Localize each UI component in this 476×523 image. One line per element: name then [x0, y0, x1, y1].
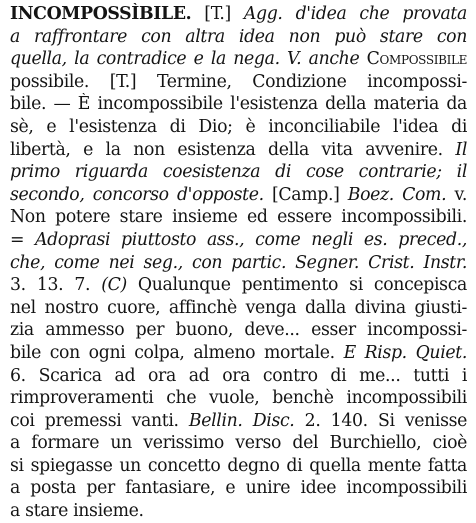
entry-text: sè, e l'esistenza di Dio; è inconciliabile l'idea di — [10, 116, 467, 137]
entry-italic-text: Boez. Com. — [347, 184, 447, 205]
entry-text: 3. 13. 7. — [10, 275, 102, 296]
entry-text: 2. 140. Si venisse — [294, 410, 467, 431]
entry-text: bile. — È incompossibile l'esistenza della materia da — [10, 94, 467, 115]
entry-text: bile con ogni colpa, almeno mortale. — [10, 342, 344, 363]
entry-italic-text: Adoprasi piuttosto ass., come negli es. preced., — [35, 229, 467, 250]
entry-line — [10, 48, 467, 71]
entry-italic-text: Bellin. Disc. — [188, 410, 295, 431]
entry-italic-text: che, come nei seg., con partic. Segner. Crist. Instr. — [10, 252, 467, 273]
entry-line — [10, 252, 467, 275]
entry-text: = — [10, 229, 35, 250]
entry-line — [10, 229, 467, 252]
entry-text: rimproveramenti che vuole, benchè incompossibili — [10, 388, 467, 409]
entry-italic-text: primo riguarda coesistenza di cose contrarie; il — [10, 162, 467, 183]
entry-line — [10, 342, 467, 365]
entry-line — [10, 161, 467, 184]
entry-line — [10, 3, 467, 26]
entry-text: possibile. [T.] Termine, Condizione incompossi- — [10, 71, 467, 92]
entry-line — [10, 319, 467, 342]
entry-line — [10, 455, 467, 478]
entry-line — [10, 297, 467, 320]
entry-text: [Camp.] — [263, 184, 348, 205]
entry-line — [10, 184, 467, 207]
entry-text: 6. Scarica ad ora ad ora contro di me... tutti i — [10, 365, 467, 386]
entry-italic-text: quella, la contradice e la nega. V. anche — [10, 49, 367, 70]
entry-line — [10, 365, 467, 388]
entry-line — [10, 26, 467, 49]
entry-line — [10, 500, 467, 523]
entry-text: [T.] — [191, 4, 244, 24]
entry-italic-text: (C) — [101, 275, 127, 296]
entry-text: a posta per fantasiare, e unire idee incompossibili — [10, 478, 467, 499]
entry-line — [10, 477, 467, 500]
entry-text: a formare un verissimo verso del Burchiello, cioè — [10, 433, 467, 454]
entry-italic-text: Il — [455, 139, 467, 160]
entry-text: nel nostro cuore, affinchè venga dalla divina giusti- — [10, 297, 467, 318]
entry-text: si spiegasse un concetto degno di quella mente fatta — [10, 455, 467, 476]
entry-line — [10, 139, 467, 162]
entry-line — [10, 410, 467, 433]
entry-line — [10, 93, 467, 116]
headword: INCOMPOSSÌBILE. — [10, 4, 192, 24]
entry-text: Non potere stare insieme ed essere incompossibili. — [10, 207, 467, 228]
entry-line — [10, 206, 467, 229]
entry-text: coi premessi vanti. — [10, 410, 189, 431]
entry-italic-text: secondo, concorso d'opposte. — [10, 184, 264, 205]
entry-text: zia ammesso per buono, deve... esser incompossi- — [10, 320, 467, 341]
entry-line — [10, 71, 467, 94]
entry-line — [10, 387, 467, 410]
entry-text: a stare insieme. — [10, 501, 144, 522]
entry-line — [10, 116, 467, 139]
entry-text: Qualunque pentimento si concepisca — [126, 275, 467, 296]
entry-italic-text: E Risp. Quiet. — [343, 342, 467, 363]
entry-italic-text: Agg. d'idea che provata — [243, 4, 467, 24]
entry-body — [10, 3, 467, 523]
entry-italic-text: a raffrontare con altra idea non può stare con — [10, 26, 467, 47]
entry-text: libertà, e la non esistenza della vita avvenire. — [10, 139, 456, 160]
entry-line — [10, 274, 467, 297]
cross-reference: Compossibile — [366, 49, 467, 70]
entry-text: v. — [446, 184, 467, 205]
entry-line — [10, 432, 467, 455]
